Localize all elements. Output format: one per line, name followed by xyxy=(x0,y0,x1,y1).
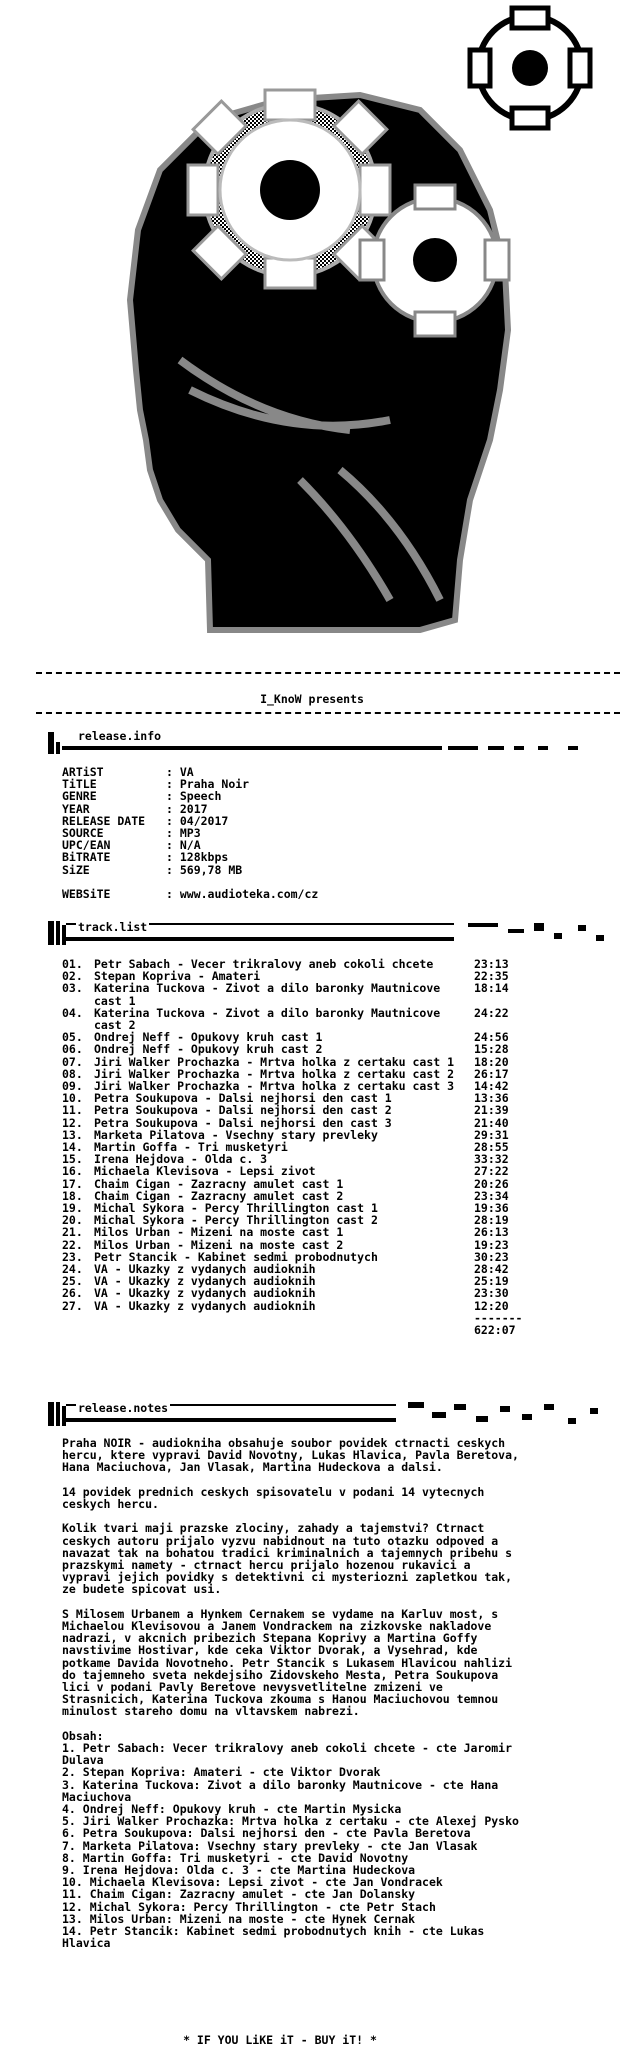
track-number: 09. xyxy=(62,1079,83,1094)
release-notes-label: release.notes xyxy=(78,1401,169,1415)
track-number: 07. xyxy=(62,1054,83,1069)
track-duration: 27:22 xyxy=(474,1164,509,1179)
track-number: 06. xyxy=(62,1042,83,1057)
bottom-dashed-rule xyxy=(36,712,620,714)
track-duration: 24:22 xyxy=(474,1005,509,1020)
info-row: TiTLE : Praha Noir xyxy=(62,777,250,792)
contents-item: 6. Petra Soukupova: Dalsi nejhorsi den - cte Pavla Beretova xyxy=(62,1826,471,1841)
track-number: 14. xyxy=(62,1140,83,1155)
release-notes-header xyxy=(48,1400,608,1426)
contents-item: 3. Katerina Tuckova: Zivot a dilo baronky Mautnicove - cte Hana Maciuchova xyxy=(62,1777,499,1804)
track-number: 21. xyxy=(62,1225,83,1240)
track-duration: 25:19 xyxy=(474,1274,509,1289)
track-number: 02. xyxy=(62,969,83,984)
track-title: Ondrej Neff - Opukovy kruh cast 1 xyxy=(94,1030,323,1045)
track-title: Chaim Cigan - Zazracny amulet cast 2 xyxy=(94,1188,344,1203)
track-title: Milos Urban - Mizeni na moste cast 1 xyxy=(94,1225,344,1240)
contents-item: 13. Milos Urban: Mizeni na moste - cte Hynek Cernak xyxy=(62,1911,416,1926)
release-info-table xyxy=(62,766,318,900)
track-duration: 23:30 xyxy=(474,1286,509,1301)
total-duration: 622:07 xyxy=(474,1323,516,1338)
track-title: Chaim Cigan - Zazracny amulet cast 1 xyxy=(94,1176,344,1191)
track-number: 20. xyxy=(62,1213,83,1228)
website-link[interactable]: www.audioteka.com/cz xyxy=(179,886,319,901)
track-title: VA - Ukazky z vydanych audioknih xyxy=(94,1262,316,1277)
track-duration: 23:13 xyxy=(474,957,509,971)
track-title: Michaela Klevisova - Lepsi zivot xyxy=(94,1164,316,1179)
notes-paragraph: 14 povidek prednich ceskych spisovatelu v podani 14 vytecnych ceskych hercu. xyxy=(62,1484,485,1511)
track-row xyxy=(62,1104,542,1116)
track-number: 23. xyxy=(62,1249,83,1264)
contents-item: 9. Irena Hejdova: Olda c. 3 - cte Martina Hudeckova xyxy=(62,1863,416,1878)
track-row xyxy=(62,1043,542,1055)
notes-paragraph: S Milosem Urbanem a Hynkem Cernakem se vydame na Karluv most, s Michaelou Klevisovou a Janem Vondrackem na zizkovske nakladove nadrazi, v akcnich pribezich Stepana Koprivy a Martina Goffy navstivime Hostivar, kde ceka Viktor Dvorak, a Vysehrad, kde potkame Davida Novotneho. Petr Stancik s Lukasem Hlavicou nahlizi do tajemneho sveta nekdejsiho Zidovskeho Mesta, Petra Soukupova lici v podani Pavly Beretove nevysvetlitelne zmizeni ve Strasnicich, Katerina Tuckova zkouma s Hanou Maciuchovou temnou minulost stareho domu na vltavskem nabrezi. xyxy=(62,1606,513,1719)
track-title: Marketa Pilatova - Vsechny stary prevleky xyxy=(94,1127,378,1142)
track-duration: 24:56 xyxy=(474,1030,509,1045)
track-duration: 26:13 xyxy=(474,1225,509,1240)
info-row: BiTRATE : 128kbps xyxy=(62,850,229,865)
track-duration: 33:32 xyxy=(474,1152,509,1167)
track-title: Petr Sabach - Vecer trikralovy aneb cokoli chcete xyxy=(94,957,434,971)
track-number: 08. xyxy=(62,1066,83,1081)
info-row: RELEASE DATE : 04/2017 xyxy=(62,813,229,828)
track-row xyxy=(62,1226,542,1238)
track-title: Martin Goffa - Tri musketyri xyxy=(94,1140,288,1155)
website-row: WEBSiTE : www.audioteka.com/cz xyxy=(62,886,319,901)
head-gears-logo xyxy=(60,0,620,660)
info-row: UPC/EAN : N/A xyxy=(62,838,201,853)
track-title: Katerina Tuckova - Zivot a dilo baronky Mautnicove cast 1 xyxy=(94,981,441,1008)
info-row: YEAR : 2017 xyxy=(62,801,208,816)
release-notes-body xyxy=(62,1437,522,1949)
track-title: Ondrej Neff - Opukovy kruh cast 2 xyxy=(94,1042,323,1057)
contents-list xyxy=(62,1742,522,1949)
track-row xyxy=(62,1117,542,1129)
top-dashed-rule xyxy=(36,672,620,674)
release-info-label: release.info xyxy=(78,729,162,743)
info-row: GENRE : Speech xyxy=(62,789,222,804)
track-row xyxy=(62,1287,542,1299)
contents-item: 7. Marketa Pilatova: Vsechny stary prevleky - cte Jan Vlasak xyxy=(62,1838,478,1853)
track-duration: 21:39 xyxy=(474,1103,509,1118)
track-number: 15. xyxy=(62,1152,83,1167)
track-number: 01. xyxy=(62,957,83,971)
track-duration: 23:34 xyxy=(474,1188,509,1203)
info-row: ARTiST : VA xyxy=(62,765,194,779)
track-duration: 21:40 xyxy=(474,1115,509,1130)
track-title: Irena Hejdova - Olda c. 3 xyxy=(94,1152,268,1167)
track-duration: 26:17 xyxy=(474,1066,509,1081)
track-title: Michal Sykora - Percy Thrillington cast 1 xyxy=(94,1201,378,1216)
track-title: Katerina Tuckova - Zivot a dilo baronky Mautnicove cast 2 xyxy=(94,1005,441,1033)
track-duration: 19:36 xyxy=(474,1201,509,1216)
track-number: 25. xyxy=(62,1274,83,1289)
track-number: 18. xyxy=(62,1188,83,1203)
track-row xyxy=(62,1165,542,1177)
contents-item: 12. Michal Sykora: Percy Thrillington - cte Petr Stach xyxy=(62,1899,436,1914)
contents-item: 14. Petr Stancik: Kabinet sedmi probodnutych knih - cte Lukas Hlavica xyxy=(62,1924,485,1951)
track-duration: 12:20 xyxy=(474,1298,509,1313)
track-duration: 15:28 xyxy=(474,1042,509,1057)
track-duration: 13:36 xyxy=(474,1091,509,1106)
contents-item: 2. Stepan Kopriva: Amateri - cte Viktor Dvorak xyxy=(62,1765,381,1780)
track-row xyxy=(62,982,542,1006)
track-title: Petra Soukupova - Dalsi nejhorsi den cast 3 xyxy=(94,1115,392,1130)
track-duration: 20:26 xyxy=(474,1176,509,1191)
track-title: VA - Ukazky z vydanych audioknih xyxy=(94,1274,316,1289)
track-number: 12. xyxy=(62,1115,83,1130)
footer-slogan: * IF YOU LiKE iT - BUY iT! * xyxy=(183,2033,377,2047)
contents-item: 1. Petr Sabach: Vecer trikralovy aneb cokoli chcete - cte Jaromir Dulava xyxy=(62,1741,513,1768)
track-row xyxy=(62,1056,542,1068)
track-number: 16. xyxy=(62,1164,83,1179)
track-duration: 18:20 xyxy=(474,1054,509,1069)
notes-paragraph: Kolik tvari maji prazske zlociny, zahady a tajemstvi? Ctrnact ceskych autoru prijalo vyzvu nabidnout na tuto otazku odpoved a navazat tak na bohatou tradici kriminalnich a tajemnych pribehu s prazskymi namety - ctrnact hercu prijalo hozenou rukavici a vypravi jejich povidky s detektivni ci mysteriozni zapletkou tak, ze budete spicovat usi. xyxy=(62,1521,513,1597)
track-number: 24. xyxy=(62,1262,83,1277)
track-number: 04. xyxy=(62,1005,83,1020)
track-title: Jiri Walker Prochazka - Mrtva holka z certaku cast 3 xyxy=(94,1079,455,1094)
contents-item: 11. Chaim Cigan: Zazracny amulet - cte Jan Dolansky xyxy=(62,1887,416,1902)
contents-item: 5. Jiri Walker Prochazka: Mrtva holka z certaku - cte Alexej Pysko xyxy=(62,1814,519,1829)
total-rule: ------- xyxy=(474,1310,523,1325)
track-title: VA - Ukazky z vydanych audioknih xyxy=(94,1298,316,1313)
track-duration: 30:23 xyxy=(474,1249,509,1264)
track-title: Milos Urban - Mizeni na moste cast 2 xyxy=(94,1237,344,1252)
track-title: Petra Soukupova - Dalsi nejhorsi den cast 1 xyxy=(94,1091,392,1106)
info-row: SiZE : 569,78 MB xyxy=(62,862,243,877)
track-title: Petra Soukupova - Dalsi nejhorsi den cast 2 xyxy=(94,1103,392,1118)
track-title: Jiri Walker Prochazka - Mrtva holka z certaku cast 2 xyxy=(94,1066,455,1081)
track-number: 19. xyxy=(62,1201,83,1216)
track-list-label: track.list xyxy=(78,920,148,934)
track-title: Jiri Walker Prochazka - Mrtva holka z certaku cast 1 xyxy=(94,1054,455,1069)
track-duration: 29:31 xyxy=(474,1127,509,1142)
track-number: 05. xyxy=(62,1030,83,1045)
track-number: 17. xyxy=(62,1176,83,1191)
small-gear-icon xyxy=(470,8,590,128)
track-duration: 22:35 xyxy=(474,969,509,984)
track-row xyxy=(62,1007,542,1031)
contents-item: 4. Ondrej Neff: Opukovy kruh - cte Martin Mysicka xyxy=(62,1802,402,1817)
track-number: 11. xyxy=(62,1103,83,1118)
track-number: 26. xyxy=(62,1286,83,1301)
track-duration: 28:19 xyxy=(474,1213,509,1228)
contents-label: Obsah: xyxy=(62,1728,104,1743)
track-duration: 28:42 xyxy=(474,1262,509,1277)
track-title: Petr Stancik - Kabinet sedmi probodnutych xyxy=(94,1249,378,1264)
track-number: 13. xyxy=(62,1127,83,1142)
contents-item: 8. Martin Goffa: Tri musketyri - cte David Novotny xyxy=(62,1850,409,1865)
release-info-header xyxy=(48,728,608,754)
track-list xyxy=(62,958,542,1336)
track-duration: 19:23 xyxy=(474,1237,509,1252)
presents-title: I_KnoW presents xyxy=(260,692,364,706)
track-number: 10. xyxy=(62,1091,83,1106)
track-row xyxy=(62,1300,542,1312)
track-number: 27. xyxy=(62,1298,83,1313)
track-number: 22. xyxy=(62,1237,83,1252)
track-list-header xyxy=(48,919,608,945)
contents-item: 10. Michaela Klevisova: Lepsi zivot - cte Jan Vondracek xyxy=(62,1875,443,1890)
track-duration: 28:55 xyxy=(474,1140,509,1155)
track-duration: 18:14 xyxy=(474,981,509,996)
track-duration: 14:42 xyxy=(474,1079,509,1094)
info-row: SOURCE : MP3 xyxy=(62,825,201,840)
track-title: Stepan Kopriva - Amateri xyxy=(94,969,261,984)
track-title: VA - Ukazky z vydanych audioknih xyxy=(94,1286,316,1301)
track-number: 03. xyxy=(62,981,83,996)
notes-paragraph: Praha NOIR - audiokniha obsahuje soubor povidek ctrnacti ceskych hercu, ktere vypravi David Novotny, Lukas Hlavica, Pavla Beretova, Hana Maciuchova, Jan Vlasak, Martina Hudeckova a dalsi. xyxy=(62,1436,519,1475)
track-title: Michal Sykora - Percy Thrillington cast 2 xyxy=(94,1213,378,1228)
